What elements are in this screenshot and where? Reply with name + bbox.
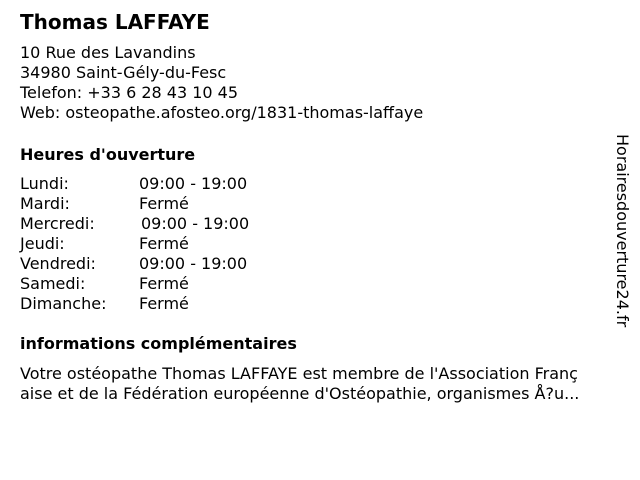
- practitioner-name: Thomas LAFFAYE: [20, 10, 210, 34]
- street-address: 10 Rue des Lavandins: [20, 43, 196, 62]
- day-label: Dimanche:: [20, 294, 107, 313]
- day-label: Mardi:: [20, 194, 70, 213]
- site-watermark: Horairesdouverture24.fr: [613, 134, 632, 328]
- phone-number: Telefon: +33 6 28 43 10 45: [20, 83, 239, 102]
- day-label: Jeudi:: [20, 234, 65, 253]
- day-label: Samedi:: [20, 274, 86, 293]
- day-label: Lundi:: [20, 174, 69, 193]
- hours-value: Fermé: [139, 294, 189, 313]
- hours-value: Fermé: [139, 274, 189, 293]
- info-text-line: Votre ostéopathe Thomas LAFFAYE est membre de l'Association Franç: [20, 364, 578, 383]
- opening-hours-heading: Heures d'ouverture: [20, 145, 196, 164]
- hours-value: Fermé: [139, 194, 189, 213]
- day-label: Vendredi:: [20, 254, 96, 273]
- hours-value: 09:00 - 19:00: [139, 174, 248, 193]
- info-text-line: aise et de la Fédération européenne d'Ostéopathie, organismes Å?u...: [20, 384, 580, 403]
- hours-value: Fermé: [139, 234, 189, 253]
- additional-info-text: [20, 364, 628, 404]
- city-postcode: 34980 Saint-Gély-du-Fesc: [20, 63, 227, 82]
- address-block: [20, 43, 423, 123]
- hours-value: 09:00 - 19:00: [139, 254, 248, 273]
- hours-value: 09:00 - 19:00: [141, 214, 250, 233]
- day-label: Mercredi:: [20, 214, 95, 233]
- website-url: Web: osteopathe.afosteo.org/1831-thomas-laffaye: [20, 103, 424, 122]
- additional-info-heading: informations complémentaires: [20, 334, 297, 353]
